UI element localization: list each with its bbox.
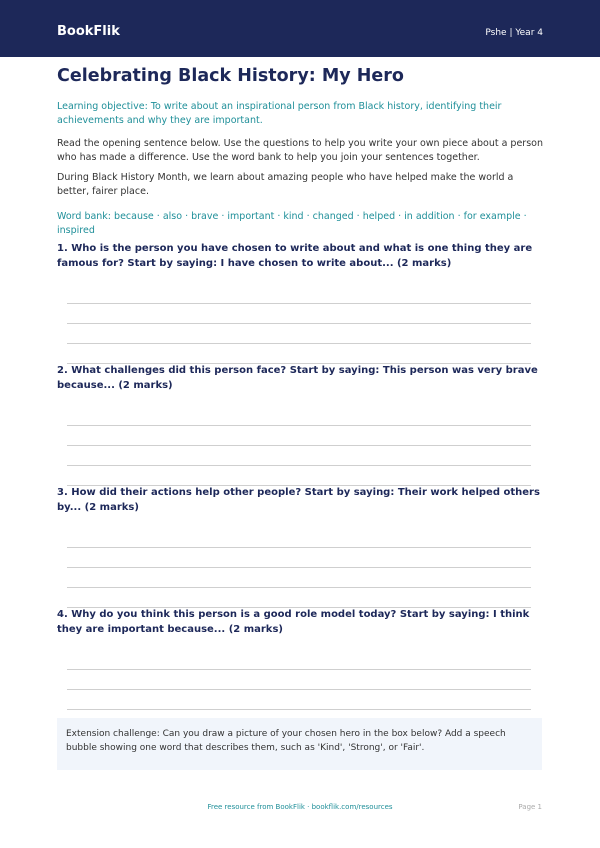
answer-line[interactable] [67, 709, 531, 710]
brand-logo: BookFlik [57, 24, 120, 39]
question-4: 4. Why do you think this person is a good role model today? Start by saying: I think they are important because... (2 marks) [57, 609, 530, 635]
learning-objective: Learning objective: To write about an inspirational person from Black history, identifying their achievements and why they are important. [57, 101, 502, 126]
answer-line[interactable] [67, 445, 531, 446]
answer-line[interactable] [67, 425, 531, 426]
answer-line[interactable] [67, 669, 531, 670]
answer-line[interactable] [67, 323, 531, 324]
extension-box[interactable] [57, 718, 542, 770]
extension-challenge: Extension challenge: Can you draw a picture of your chosen hero in the box below? Add a speech bubble showing one word that describes them, such as 'Kind', 'Strong', or 'Fair'. [66, 729, 506, 753]
page-number: Page 1 [518, 803, 542, 811]
answer-line[interactable] [67, 587, 531, 588]
answer-line[interactable] [67, 465, 531, 466]
answer-line[interactable] [67, 343, 531, 344]
answer-line[interactable] [67, 303, 531, 304]
opening-sentence: During Black History Month, we learn about amazing people who have helped make the world a better, fairer place. [57, 172, 514, 197]
instructions-text: Read the opening sentence below. Use the questions to help you write your own piece about a person who has made a difference. Use the word bank to help you join your sentences together. [57, 138, 543, 163]
page-header [0, 0, 600, 57]
page-title: Celebrating Black History: My Hero [57, 66, 404, 86]
question-2: 2. What challenges did this person face? Start by saying: This person was very brave because... (2 marks) [57, 365, 538, 391]
word-bank: Word bank: because · also · brave · important · kind · changed · helped · in addition · for example · inspired [57, 211, 527, 236]
answer-line[interactable] [67, 547, 531, 548]
question-3: 3. How did their actions help other people? Start by saying: Their work helped others by... (2 marks) [57, 487, 540, 513]
answer-line[interactable] [67, 567, 531, 568]
subject-year-label: Pshe | Year 4 [485, 28, 543, 38]
footer-source: Free resource from BookFlik · bookflik.com/resources [207, 803, 393, 811]
answer-line[interactable] [67, 689, 531, 690]
question-1: 1. Who is the person you have chosen to write about and what is one thing they are famous for? Start by saying: I have chosen to write about... (2 marks) [57, 243, 533, 269]
